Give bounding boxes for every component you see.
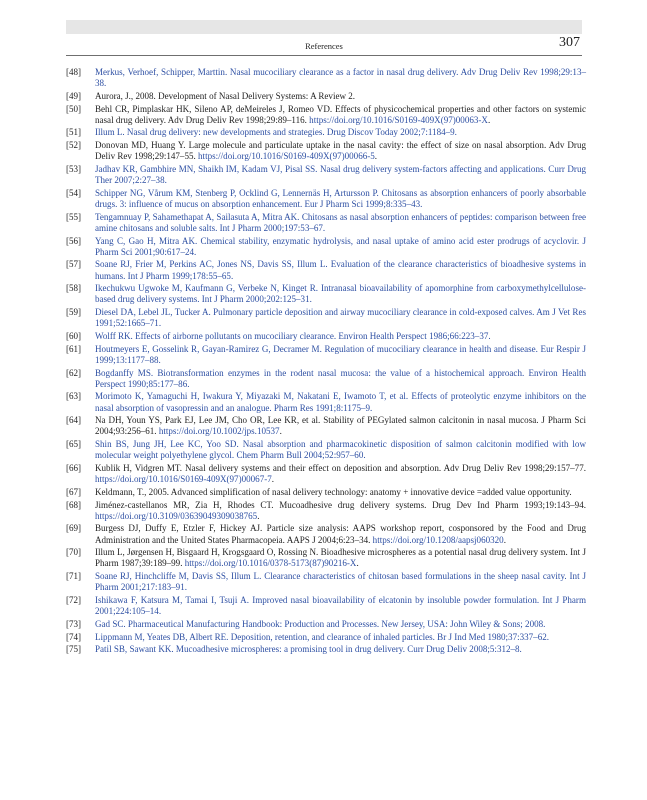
reference-item — [66, 439, 586, 461]
reference-number: [52] — [66, 140, 82, 151]
reference-item — [66, 391, 586, 413]
reference-text: . — [257, 510, 260, 521]
reference-text: Donovan MD, Huang Y. Large molecule and particulate uptake in the nasal cavity: the effect of size on nasal absorption. Adv Drug Deliv Rev 1998;29:147–55. — [95, 140, 586, 162]
reference-item — [66, 236, 586, 258]
reference-link[interactable]: Bogdanffy MS. Biotransformation enzymes in the rodent nasal mucosa: the value of a histochemical approach. Environ Health Perspect 1990;85:177–86. — [95, 367, 586, 389]
reference-item — [66, 331, 586, 342]
reference-item — [66, 104, 586, 126]
reference-link[interactable]: https://doi.org/10.1016/S0169-409X(97)00066-5 — [198, 151, 375, 162]
reference-number: [71] — [66, 571, 82, 582]
reference-text: Illum L, Jørgensen H, Bisgaard H, Krogsgaard O, Rossing N. Bioadhesive microspheres as a potential nasal drug delivery system. Int J Pharm 1987;39:189–99. — [95, 547, 586, 569]
reference-number: [59] — [66, 307, 82, 318]
reference-number: [55] — [66, 211, 82, 222]
reference-text: Na DH, Youn YS, Park EJ, Lee JM, Cho OR, Lee KR, et al. Stability of PEGylated salmon calcitonin in nasal mucosa. J Pharm Sci 2004;93:256–61. — [95, 415, 586, 437]
reference-text: . — [503, 534, 506, 545]
reference-item — [66, 487, 586, 498]
reference-item — [66, 283, 586, 305]
reference-link[interactable]: Ishikawa F, Katsura M, Tamai I, Tsuji A. Improved nasal bioavailability of elcatonin by insoluble powder formulation. Int J Pharm 2001;224:105–14. — [95, 595, 586, 617]
reference-item — [66, 415, 586, 437]
reference-number: [64] — [66, 415, 82, 426]
reference-item — [66, 368, 586, 390]
reference-link[interactable]: Jadhav KR, Gambhire MN, Shaikh IM, Kadam VJ, Pisal SS. Nasal drug delivery system-factors affecting and applications. Curr Drug Ther 2007;2:27–38. — [95, 163, 586, 186]
page-number: 307 — [559, 35, 580, 50]
reference-number: [62] — [66, 367, 82, 378]
reference-number: [67] — [66, 486, 82, 497]
reference-item — [66, 188, 586, 210]
reference-number: [60] — [66, 331, 82, 341]
reference-item — [66, 127, 586, 138]
reference-link[interactable]: https://doi.org/10.3109/03639049309038765 — [95, 510, 258, 521]
reference-item — [66, 307, 586, 329]
reference-number: [66] — [66, 463, 82, 473]
reference-number: [75] — [66, 644, 82, 655]
reference-number: [69] — [66, 523, 82, 534]
reference-number: [74] — [66, 631, 82, 642]
reference-item — [66, 344, 586, 366]
reference-link[interactable]: Morimoto K, Yamaguchi H, Iwakura Y, Miyazaki M, Nakatani E, Iwamoto T, et al. Effects of proteolytic enzyme inhibitors on the nasal absorption of vasopressin and an analogue. Pharm Res 1991;8:1175–9. — [95, 391, 586, 413]
reference-text: Kublik H, Vidgren MT. Nasal delivery systems and their effect on deposition and absorption. Adv Drug Deliv Rev 1998;29:157–77. — [95, 463, 586, 473]
page-header — [66, 35, 582, 56]
reference-text: . — [487, 114, 491, 125]
reference-number: [53] — [66, 163, 82, 174]
reference-text: Burgess DJ, Duffy E, Etzler F, Hickey AJ. Particle size analysis: AAPS workshop report, cosponsored by the Food and Drug Administration and the United States Pharmacopeia. AAPS J 2004;6:23–34. — [95, 523, 586, 545]
reference-item — [66, 67, 586, 89]
reference-item — [66, 164, 586, 186]
reference-link[interactable]: Gad SC. Pharmaceutical Manufacturing Handbook: Production and Processes. New Jersey, USA: John Wiley & Sons; 2008. — [95, 618, 546, 629]
header-band — [66, 20, 582, 34]
reference-link[interactable]: Shin BS, Jung JH, Lee KC, Yoo SD. Nasal absorption and pharmacokinetic disposition of salmon calcitonin modified with low molecular weight polyethylene glycol. Chem Pharm Bull 2004;52:957–60. — [95, 439, 586, 461]
running-title: References — [305, 41, 343, 51]
reference-link[interactable]: Wolff RK. Effects of airborne pollutants on mucociliary clearance. Environ Health Perspect 1986;66:223–37. — [95, 331, 491, 341]
reference-link[interactable]: Illum L. Nasal drug delivery: new developments and strategies. Drug Discov Today 2002;7:1184–9. — [95, 127, 457, 138]
reference-number: [68] — [66, 499, 82, 510]
reference-item — [66, 259, 586, 281]
reference-number: [50] — [66, 103, 82, 114]
reference-number: [54] — [66, 187, 82, 198]
reference-link[interactable]: Soane RJ, Hinchcliffe M, Davis SS, Illum L. Clearance characteristics of chitosan based formulations in the sheep nasal cavity. Int J Pharm 2001;217:183–91. — [95, 571, 586, 593]
reference-item — [66, 523, 586, 545]
reference-link[interactable]: Schipper NG, Vårum KM, Stenberg P, Ocklind G, Lennernäs H, Artursson P. Chitosans as absorption enhancers of poorly absorbable drugs. 3: influence of mucus on absorption enhancement. Eur J Pharm Sci 1999;8:335–43. — [95, 187, 586, 209]
reference-number: [56] — [66, 235, 82, 246]
reference-number: [70] — [66, 547, 82, 558]
reference-item — [66, 644, 586, 655]
reference-item — [66, 140, 586, 162]
reference-number: [63] — [66, 391, 82, 402]
reference-number: [48] — [66, 67, 82, 77]
reference-item — [66, 500, 586, 522]
reference-link[interactable]: Lippmann M, Yeates DB, Albert RE. Deposition, retention, and clearance of inhaled particles. Br J Ind Med 1980;37:337–62. — [95, 631, 550, 642]
reference-item — [66, 547, 586, 569]
reference-list — [66, 67, 586, 657]
reference-text: Aurora, J., 2008. Development of Nasal Delivery Systems: A Review 2. — [95, 90, 356, 101]
reference-link[interactable]: Soane RJ, Frier M, Perkins AC, Jones NS, Davis SS, Illum L. Evaluation of the clearance characteristics of bioadhesive systems in humans. Int J Pharm 1999;178:55–65. — [95, 259, 586, 281]
reference-text: Jiménez-castellanos MR, Zia H, Rhodes CT. Mucoadhesive drug delivery systems. Drug Dev Ind Pharm 1993;19:143–94. — [95, 499, 586, 510]
reference-link[interactable]: Yang C, Gao H, Mitra AK. Chemical stability, enzymatic hydrolysis, and nasal uptake of amino acid ester prodrugs of acyclovir. J Pharm Sci 2001;90:617–24. — [95, 235, 586, 257]
reference-link[interactable]: https://doi.org/10.1016/S0169-409X(97)00067-7 — [95, 474, 272, 485]
reference-item — [66, 571, 586, 593]
reference-number: [57] — [66, 259, 82, 270]
reference-text: . — [356, 558, 359, 569]
reference-text: Behl CR, Pimplaskar HK, Sileno AP, deMeireles J, Romeo VD. Effects of physicochemical properties and other factors on systemic nasal drug delivery. Adv Drug Deliv Rev 1998;29:89–116. — [95, 103, 586, 125]
reference-link[interactable]: Houtmeyers E, Gosselink R, Gayan-Ramirez G, Decramer M. Regulation of mucociliary clearance in health and disease. Eur Respir J 1999;13:1177–88. — [95, 343, 586, 365]
reference-link[interactable]: Ikechukwu Ugwoke M, Kaufmann G, Verbeke N, Kinget R. Intranasal bioavailability of apomorphine from carboxymethylcellulose-based drug delivery systems. Int J Pharm 2000;202:125–31. — [95, 283, 586, 305]
reference-number: [73] — [66, 618, 82, 629]
reference-item — [66, 595, 586, 617]
reference-number: [65] — [66, 439, 82, 450]
reference-link[interactable]: Diesel DA, Lebel JL, Tucker A. Pulmonary particle deposition and airway mucociliary clearance in cold-exposed calves. Am J Vet Res 1991;52:1665–71. — [95, 307, 586, 329]
reference-link[interactable]: Patil SB, Sawant KK. Mucoadhesive microspheres: a promising tool in drug delivery. Curr Drug Deliv 2008;5:312–8. — [95, 644, 522, 655]
reference-text: . — [374, 151, 378, 162]
reference-item — [66, 632, 586, 643]
reference-number: [61] — [66, 343, 82, 354]
reference-item — [66, 463, 586, 485]
reference-link[interactable]: https://doi.org/10.1016/0378-5173(87)90216-X — [184, 558, 357, 569]
reference-link[interactable]: Merkus, Verhoef, Schipper, Marttin. Nasal mucociliary clearance as a factor in nasal drug delivery. Adv Drug Deliv Rev 1998;29:13–38. — [95, 67, 586, 89]
reference-item — [66, 212, 586, 234]
reference-link[interactable]: https://doi.org/10.1002/jps.10537 — [158, 426, 280, 437]
reference-number: [72] — [66, 595, 82, 605]
reference-text: Keldmann, T., 2005. Advanced simplification of nasal delivery technology: anatomy + innovative device =added value opportunity. — [95, 486, 572, 497]
reference-link[interactable]: https://doi.org/10.1208/aapsj060320 — [372, 534, 504, 545]
reference-number: [51] — [66, 127, 82, 138]
reference-item — [66, 91, 586, 102]
reference-link[interactable]: https://doi.org/10.1016/S0169-409X(97)00063-X — [309, 114, 488, 125]
reference-link[interactable]: Tengamnuay P, Sahamethapat A, Sailasuta A, Mitra AK. Chitosans as nasal absorption enhancers of peptides: comparison between free amine chitosans and soluble salts. Int J Pharm 2000;197:53–67. — [95, 211, 586, 233]
reference-number: [58] — [66, 283, 82, 294]
reference-text: . — [279, 426, 282, 437]
reference-item — [66, 619, 586, 630]
reference-number: [49] — [66, 90, 82, 101]
reference-text: . — [271, 474, 275, 485]
